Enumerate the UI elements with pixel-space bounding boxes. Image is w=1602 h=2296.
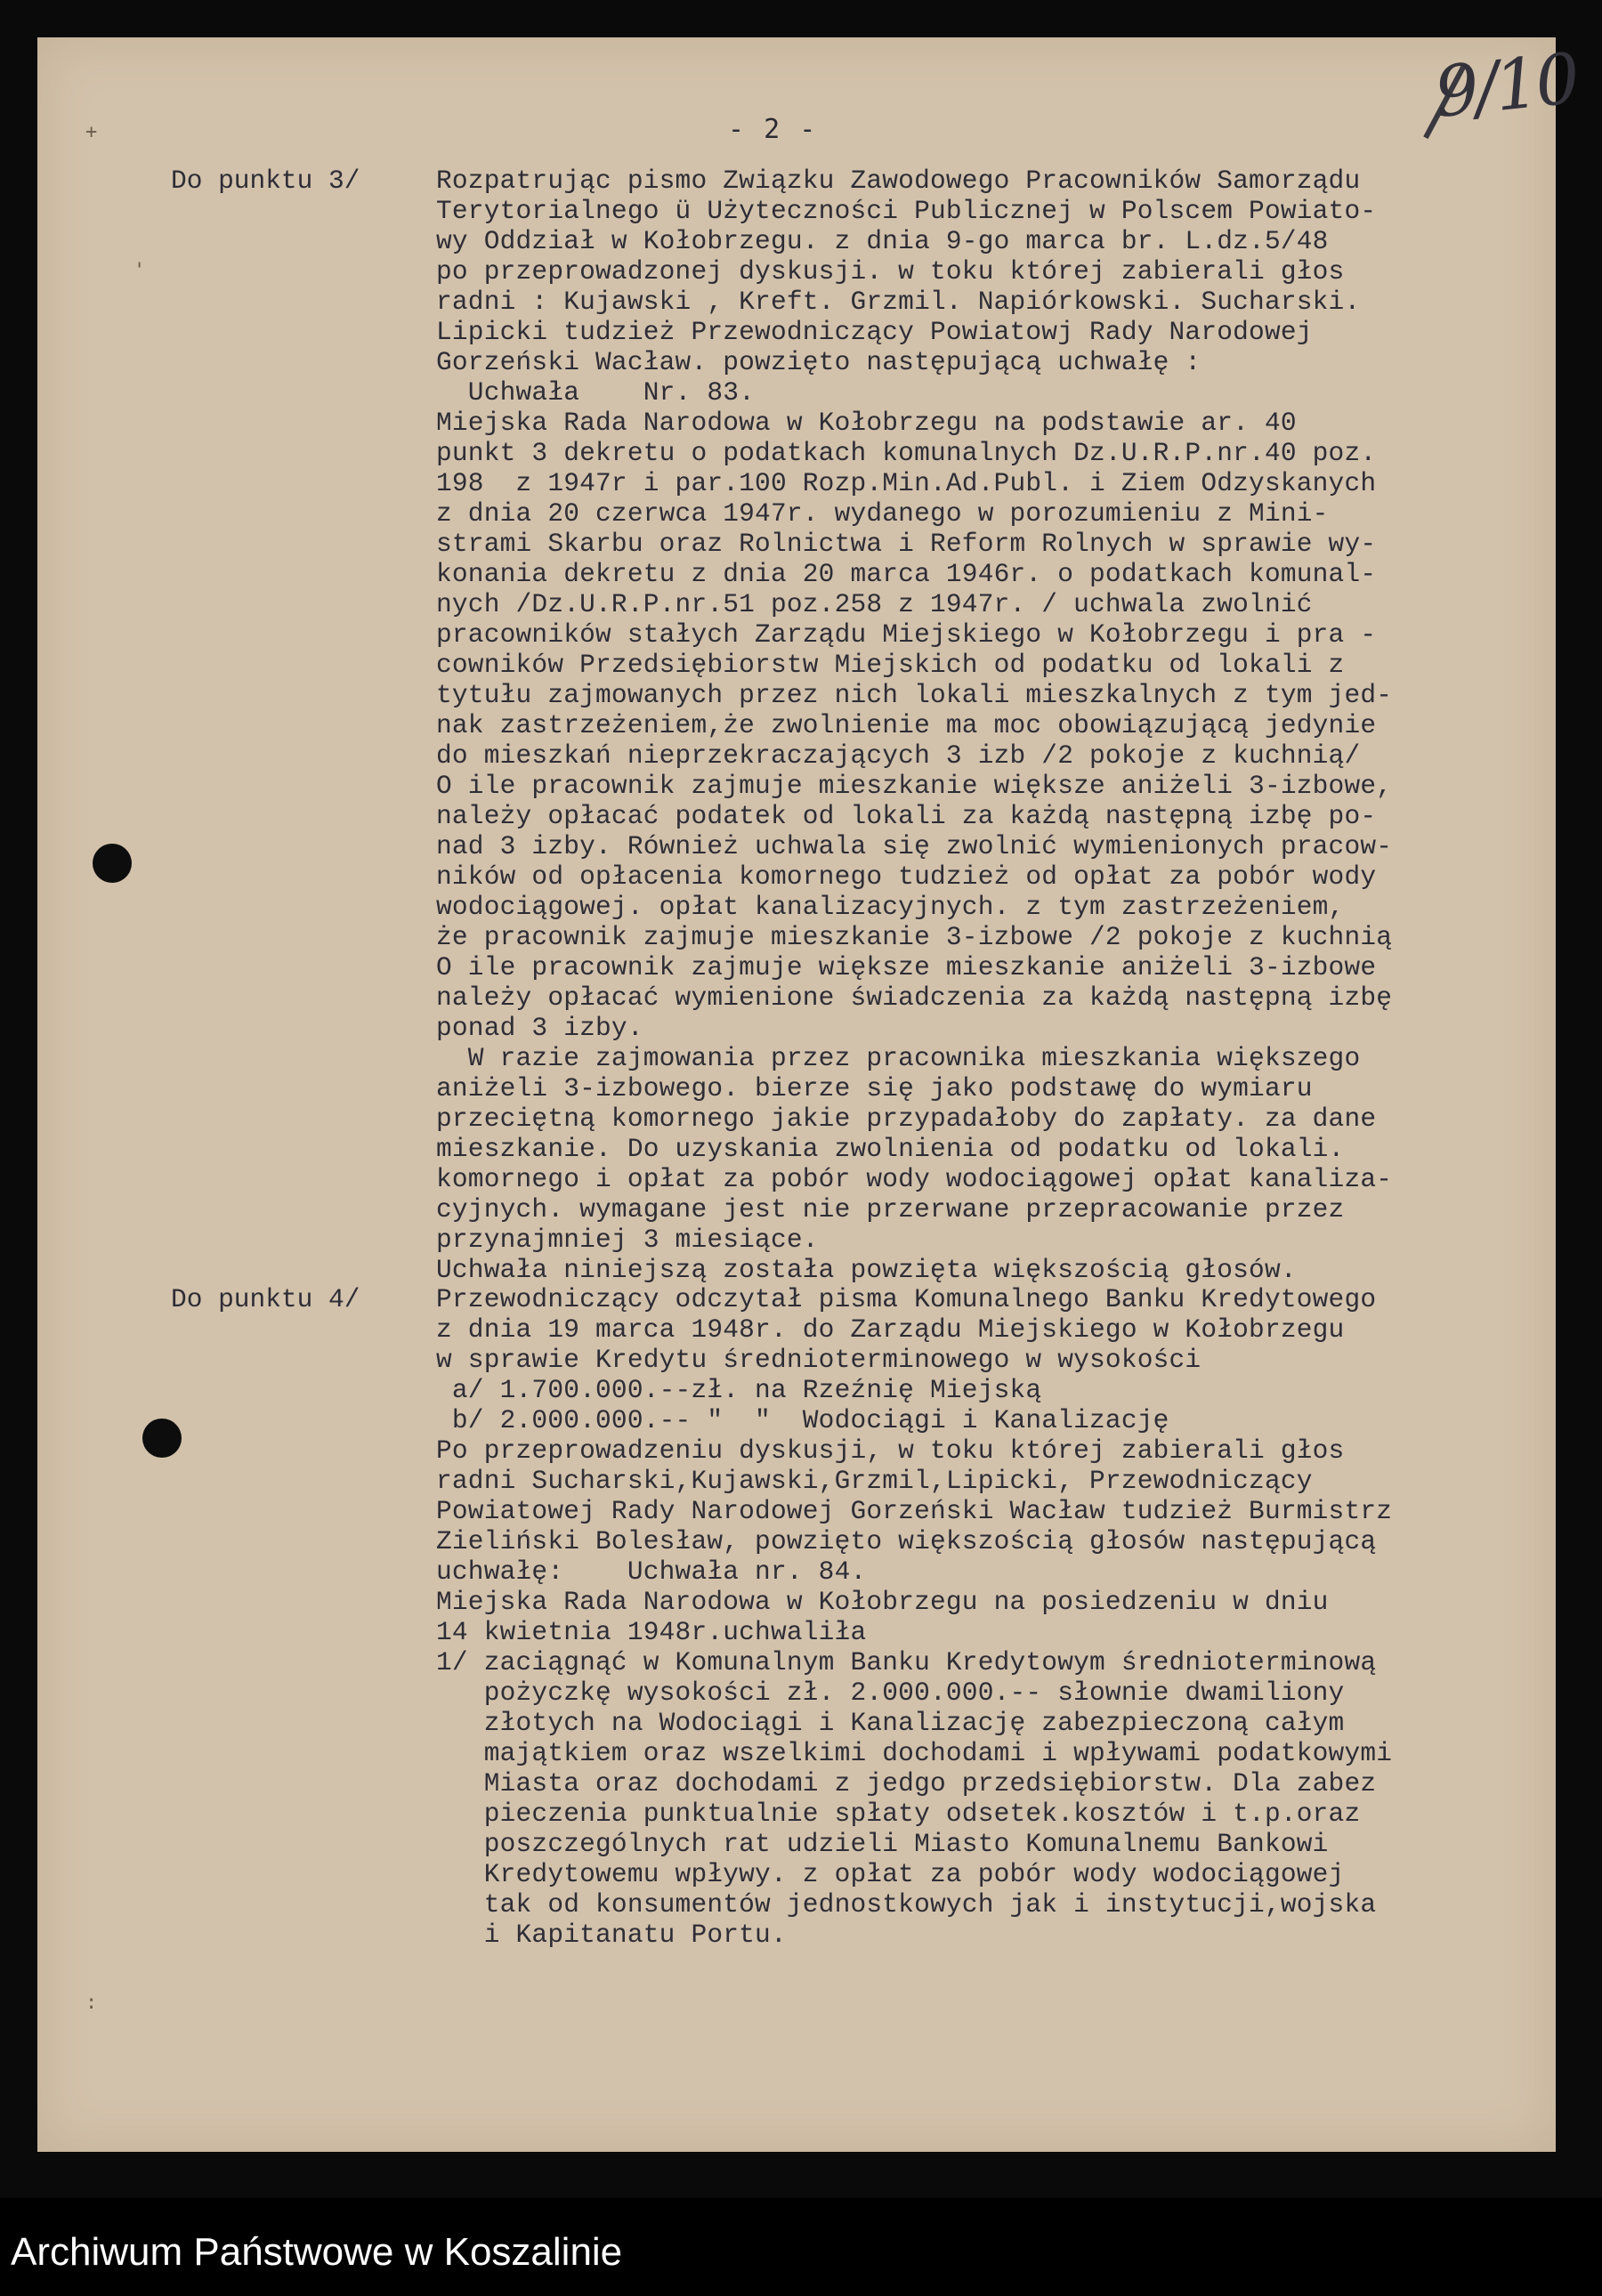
text-line: przynajmniej 3 miesiące. xyxy=(436,1225,819,1255)
page-number: - 2 - xyxy=(728,114,818,145)
text-line: Przewodniczący odczytał pisma Komunalnego Banku Kredytowego xyxy=(436,1284,1377,1314)
text-line: pożyczkę wysokości zł. 2.000.000.-- słownie dwamiliony xyxy=(436,1678,1345,1708)
text-line: z dnia 20 czerwca 1947r. wydanego w porozumieniu z Mini- xyxy=(436,498,1329,529)
text-line: Terytorialnego ü Użyteczności Publicznej w Polscem Powiato- xyxy=(436,196,1377,226)
text-line: W razie zajmowania przez pracownika mieszkania większego xyxy=(436,1043,1361,1073)
archive-name: Archiwum Państwowe w Koszalinie xyxy=(11,2230,623,2274)
text-line: aniżeli 3-izbowego. bierze się jako podstawę do wymiaru xyxy=(436,1073,1313,1104)
text-line: wodociągowej. opłat kanalizacyjnych. z tym zastrzeżeniem, xyxy=(436,892,1345,922)
text-line: komornego i opłat za pobór wody wodociągowej opłat kanaliza- xyxy=(436,1164,1393,1194)
text-line: należy opłacać wymienione świadczenia za każdą następną izbę xyxy=(436,982,1393,1013)
section-label: Do punktu 4/ xyxy=(171,1284,360,1314)
margin-mark: : xyxy=(85,1992,98,2014)
margin-mark: ' xyxy=(134,260,146,282)
text-line: pracowników stałych Zarządu Miejskiego w Kołobrzegu i pra - xyxy=(436,619,1377,650)
text-line: pieczenia punktualnie spłaty odsetek.kosztów i t.p.oraz xyxy=(436,1799,1361,1829)
text-line: Uchwała niniejszą została powzięta większością głosów. xyxy=(436,1255,1297,1285)
text-line: 198 z 1947r i par.100 Rozp.Min.Ad.Publ. i Ziem Odzyskanych xyxy=(436,468,1377,498)
text-line: O ile pracownik zajmuje mieszkanie większe aniżeli 3-izbowe, xyxy=(436,771,1393,801)
text-line: majątkiem oraz wszelkimi dochodami i wpływami podatkowymi xyxy=(436,1738,1393,1768)
text-line: uchwałę: Uchwała nr. 84. xyxy=(436,1556,867,1587)
punch-hole xyxy=(142,1419,182,1458)
text-line: radni : Kujawski , Kreft. Grzmil. Napiórkowski. Sucharski. xyxy=(436,287,1361,317)
text-line: tak od konsumentów jednostkowych jak i instytucji,wojska xyxy=(436,1889,1377,1920)
text-line: złotych na Wodociągi i Kanalizację zabezpieczoną całym xyxy=(436,1708,1345,1738)
text-line: cyjnych. wymagane jest nie przerwane przepracowanie przez xyxy=(436,1194,1345,1225)
text-line: należy opłacać podatek od lokali za każdą następną izbę po- xyxy=(436,801,1377,831)
text-line: tytułu zajmowanych przez nich lokali mieszkalnych z tym jed- xyxy=(436,680,1393,710)
text-line: Po przeprowadzeniu dyskusji, w toku której zabierali głos xyxy=(436,1435,1345,1466)
text-line: po przeprowadzonej dyskusji. w toku której zabierali głos xyxy=(436,256,1345,287)
text-line: cowników Przedsiębiorstw Miejskich od podatku od lokali z xyxy=(436,650,1345,680)
text-line: strami Skarbu oraz Rolnictwa i Reform Rolnych w sprawie wy- xyxy=(436,529,1377,559)
text-line: nak zastrzeżeniem,że zwolnienie ma moc obowiązującą jedynie xyxy=(436,710,1377,740)
text-line: Gorzeński Wacław. powzięto następującą uchwałę : xyxy=(436,347,1202,377)
text-line: Powiatowej Rady Narodowej Gorzeński Wacław tudzież Burmistrz xyxy=(436,1496,1393,1526)
text-line: Kredytowemu wpływy. z opłat za pobór wody wodociągowej xyxy=(436,1859,1345,1889)
text-line: 14 kwietnia 1948r.uchwaliła xyxy=(436,1617,867,1647)
text-line: Uchwała Nr. 83. xyxy=(436,377,756,408)
text-line: Lipicki tudzież Przewodniczący Powiatowj Rady Narodowej xyxy=(436,317,1313,347)
text-line: w sprawie Kredytu średnioterminowego w wysokości xyxy=(436,1345,1202,1375)
text-line: b/ 2.000.000.-- " " Wodociągi i Kanalizację xyxy=(436,1405,1169,1435)
text-line: że pracownik zajmuje mieszkanie 3-izbowe /2 pokoje z kuchnią xyxy=(436,922,1393,952)
folio-number: 9/10 xyxy=(1430,38,1581,134)
text-line: Miejska Rada Narodowa w Kołobrzegu na posiedzeniu w dniu xyxy=(436,1587,1329,1617)
text-line: Zieliński Bolesław, powzięto większością głosów następującą xyxy=(436,1526,1377,1556)
text-line: konania dekretu z dnia 20 marca 1946r. o podatkach komunal- xyxy=(436,559,1377,589)
text-line: 1/ zaciągnąć w Komunalnym Banku Kredytowym średnioterminową xyxy=(436,1647,1377,1678)
text-line: wy Oddział w Kołobrzegu. z dnia 9-go marca br. L.dz.5/48 xyxy=(436,226,1329,256)
text-line: punkt 3 dekretu o podatkach komunalnych Dz.U.R.P.nr.40 poz. xyxy=(436,438,1377,468)
text-line: Miasta oraz dochodami z jedgo przedsiębiorstw. Dla zabez xyxy=(436,1768,1377,1799)
margin-mark: + xyxy=(85,121,98,143)
text-line: przeciętną komornego jakie przypadałoby do zapłaty. za dane xyxy=(436,1104,1377,1134)
text-line: nych /Dz.U.R.P.nr.51 poz.258 z 1947r. / uchwala zwolnić xyxy=(436,589,1313,619)
text-line: ników od opłacenia komornego tudzież od opłat za pobór wody xyxy=(436,861,1377,892)
text-line: mieszkanie. Do uzyskania zwolnienia od podatku od lokali. xyxy=(436,1134,1345,1164)
text-line: O ile pracownik zajmuje większe mieszkanie aniżeli 3-izbowe xyxy=(436,952,1377,982)
text-line: nad 3 izby. Również uchwala się zwolnić wymienionych pracow- xyxy=(436,831,1393,861)
text-line: a/ 1.700.000.--zł. na Rzeźnię Miejską xyxy=(436,1375,1042,1405)
text-line: ponad 3 izby. xyxy=(436,1013,643,1043)
section-label: Do punktu 3/ xyxy=(171,166,360,196)
text-line: radni Sucharski,Kujawski,Grzmil,Lipicki, Przewodniczący xyxy=(436,1466,1313,1496)
text-line: do mieszkań nieprzekraczających 3 izb /2 pokoje z kuchnią/ xyxy=(436,740,1361,771)
text-line: Miejska Rada Narodowa w Kołobrzegu na podstawie ar. 40 xyxy=(436,408,1297,438)
punch-hole xyxy=(93,844,132,883)
text-line: Rozpatrując pismo Związku Zawodowego Pracowników Samorządu xyxy=(436,166,1361,196)
text-line: i Kapitanatu Portu. xyxy=(436,1920,787,1950)
text-line: poszczególnych rat udzieli Miasto Komunalnemu Bankowi xyxy=(436,1829,1329,1859)
text-line: z dnia 19 marca 1948r. do Zarządu Miejskiego w Kołobrzegu xyxy=(436,1314,1345,1345)
